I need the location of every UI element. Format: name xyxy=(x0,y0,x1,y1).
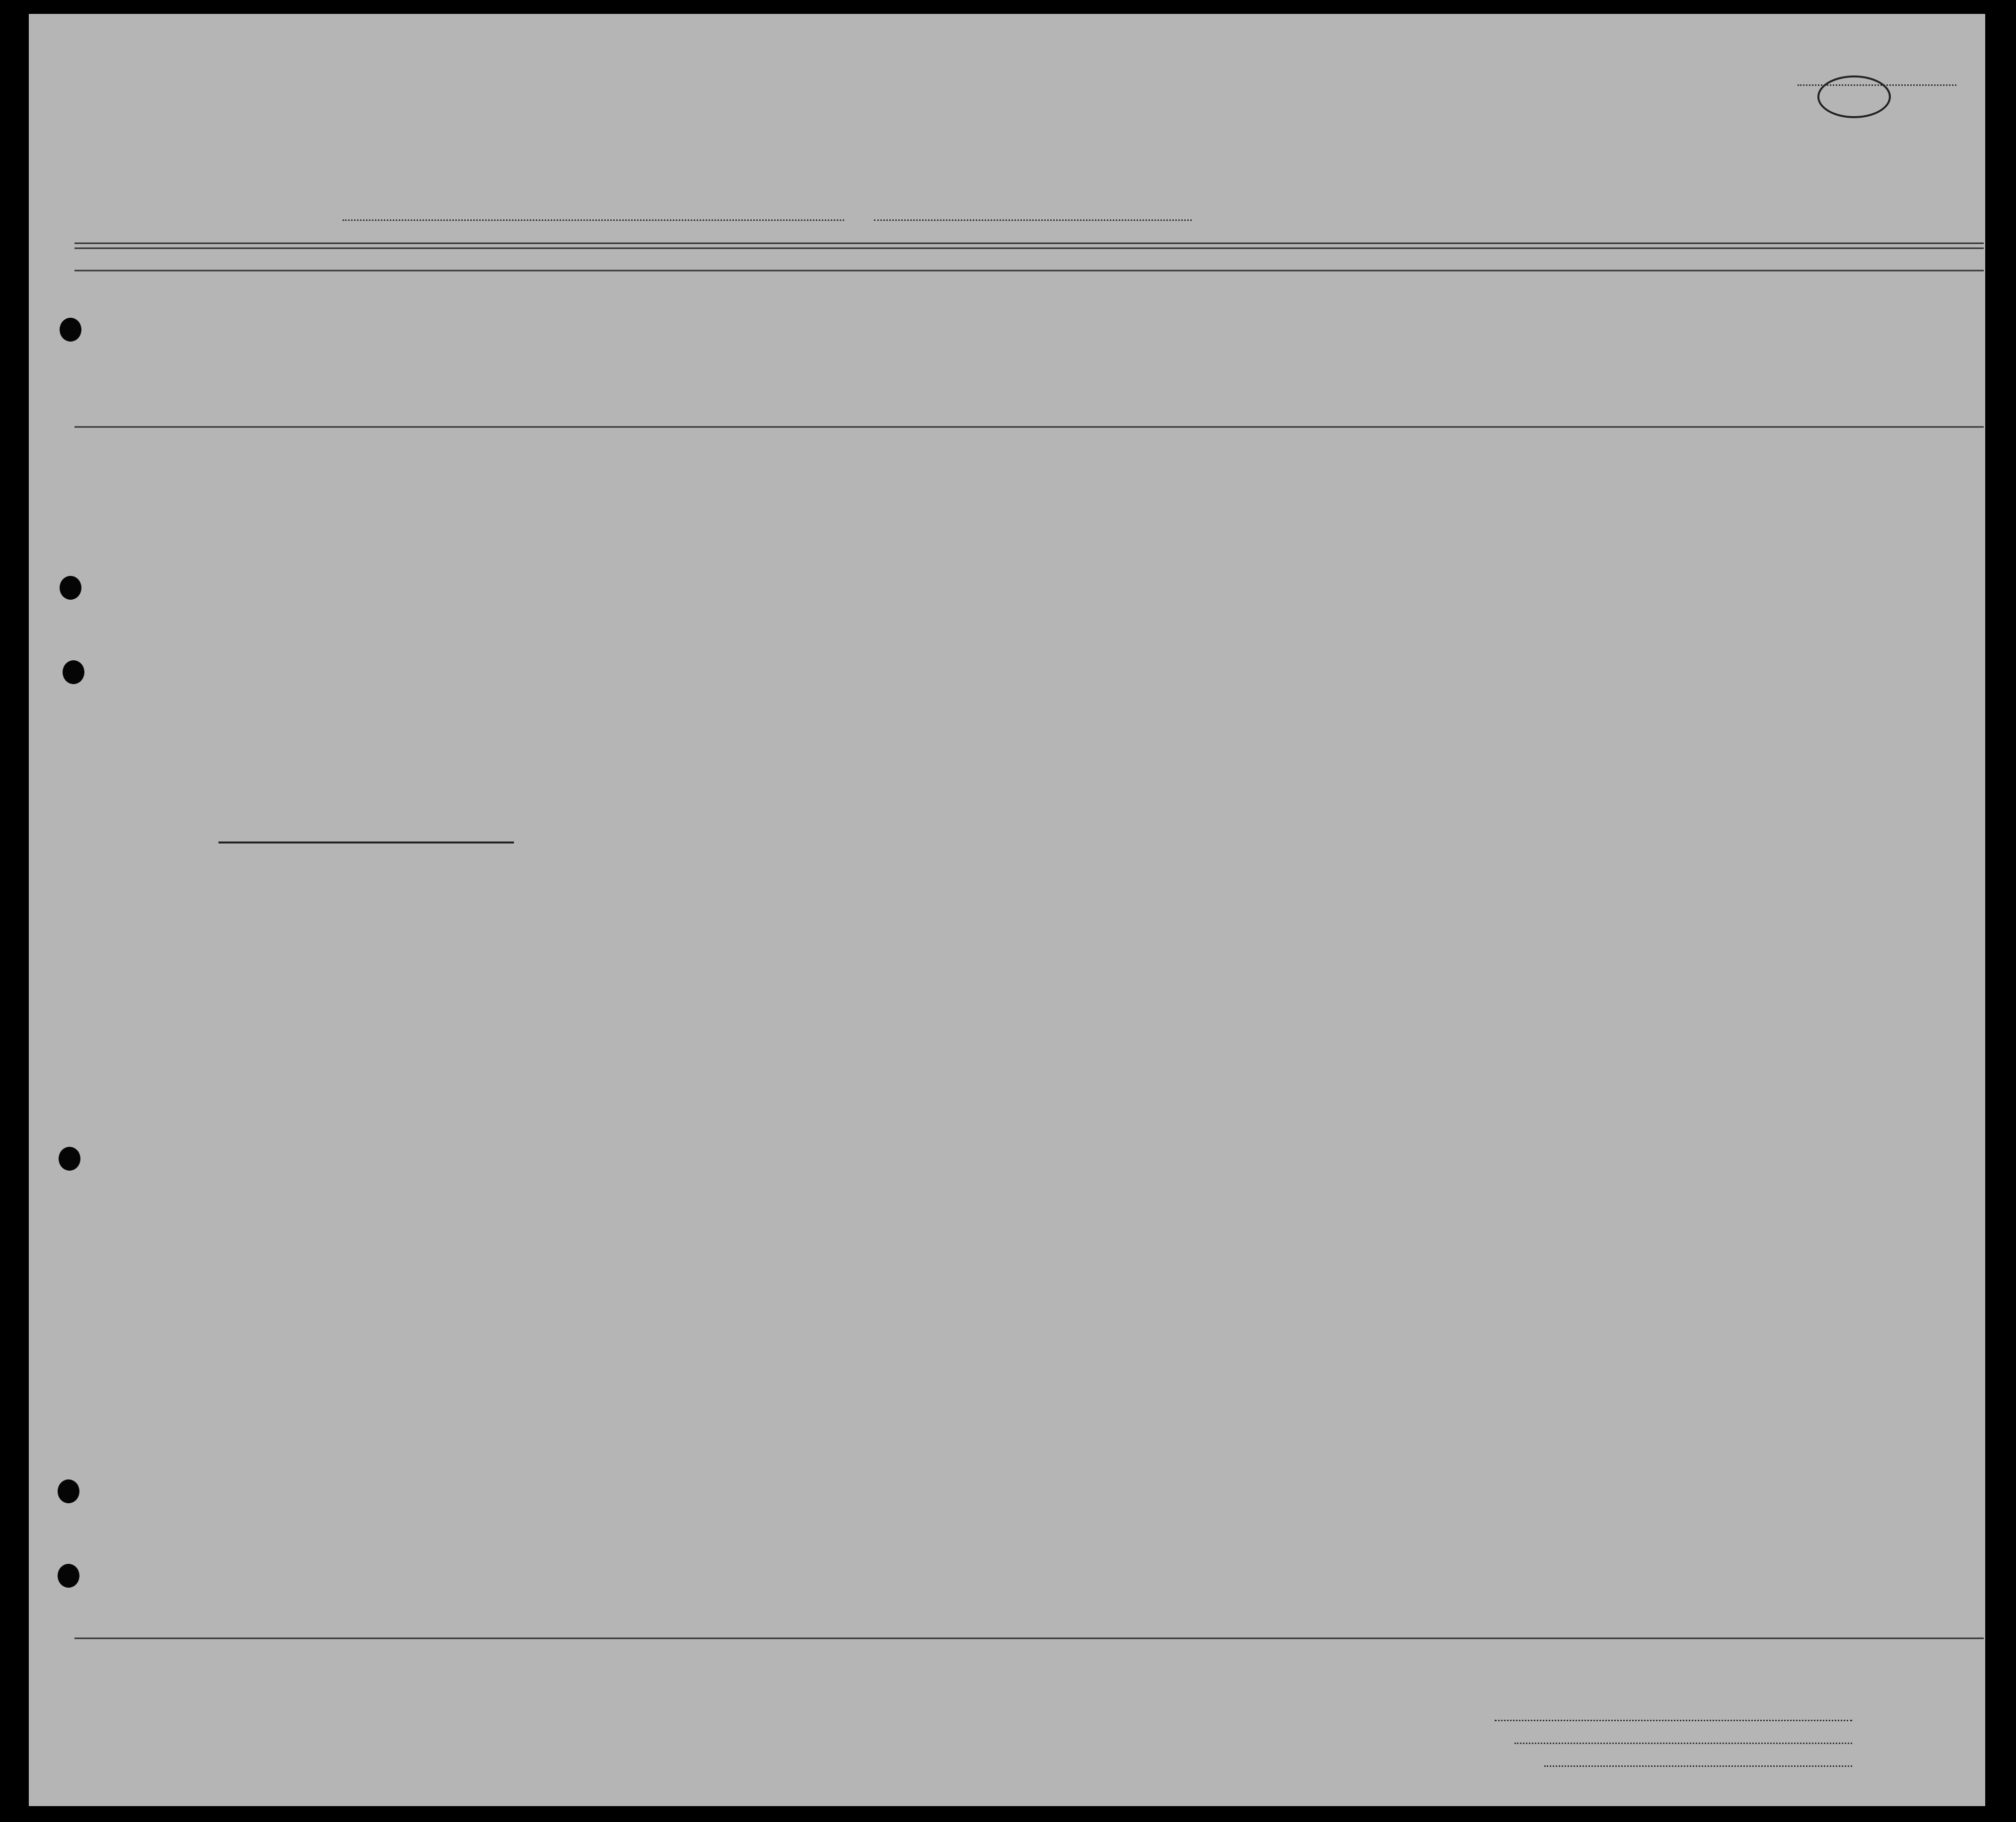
purpose-length-header xyxy=(1202,310,1231,420)
prison-header xyxy=(1274,283,1314,417)
q31-header xyxy=(1492,283,1512,417)
q30-header xyxy=(1467,283,1487,417)
q29-header xyxy=(1430,283,1462,417)
anarchist-header xyxy=(1354,283,1372,417)
ticket-header xyxy=(576,283,601,412)
possession-header xyxy=(705,283,730,412)
owners-dotted-line xyxy=(1514,1743,1852,1744)
purpose-citizen-header xyxy=(1236,310,1266,420)
polygamist-header xyxy=(1325,283,1344,417)
purpose-return-header xyxy=(1167,310,1197,420)
q28-header xyxy=(1378,283,1425,417)
local-agents-dotted-line xyxy=(1544,1765,1852,1767)
line-dotted-line xyxy=(1495,1720,1852,1721)
